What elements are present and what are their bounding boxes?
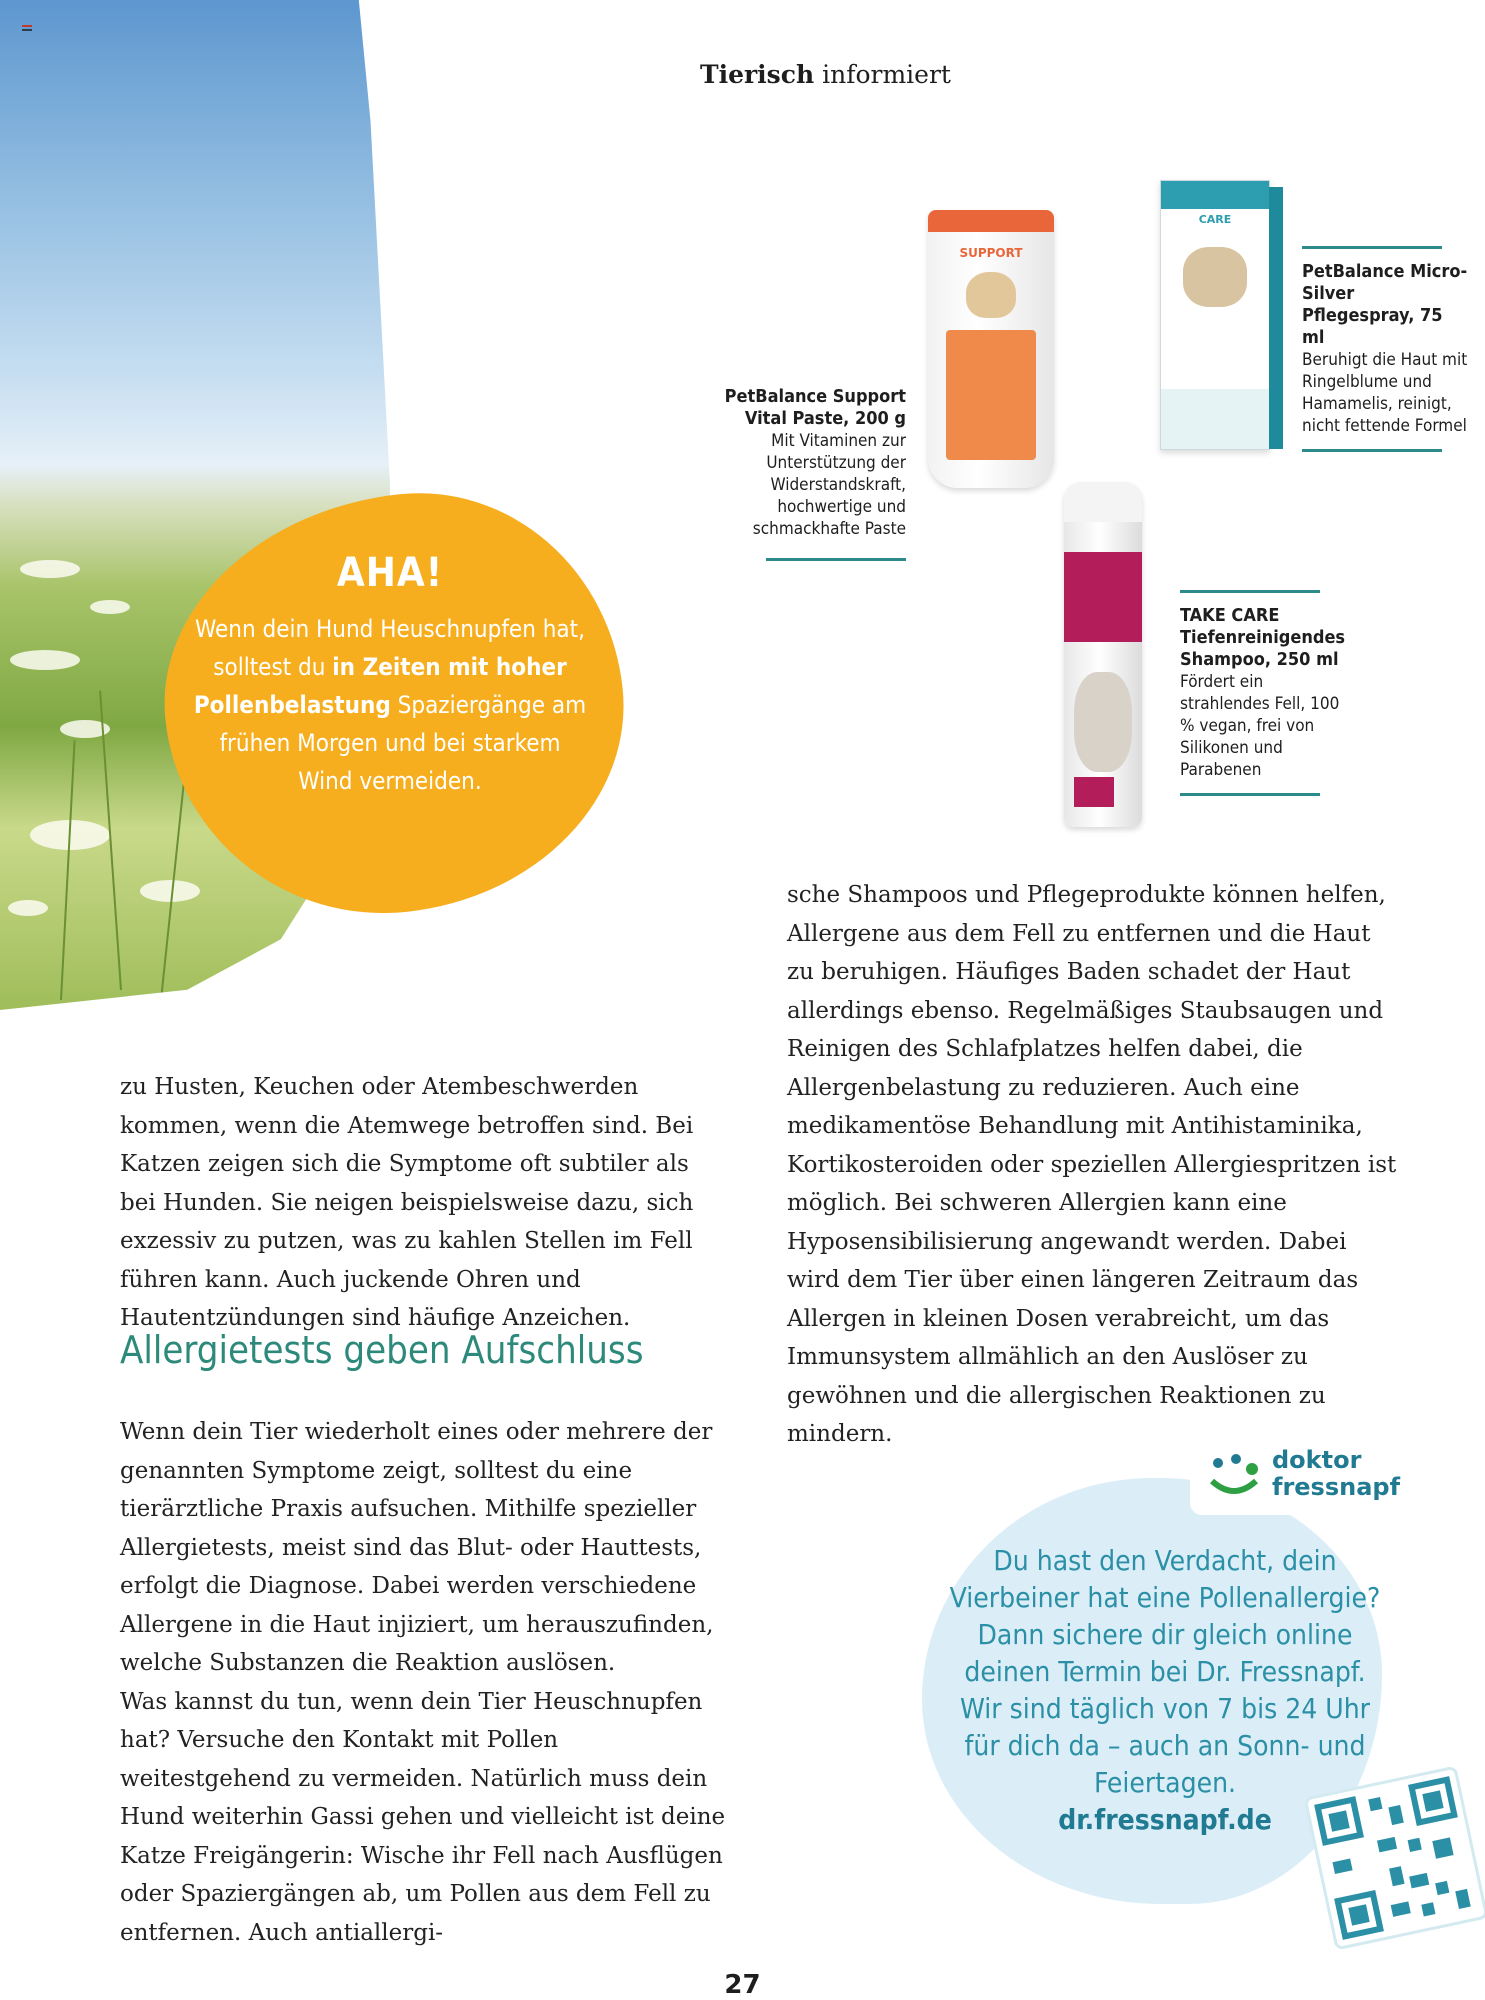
product-description: Mit Vitaminen zur Unterstützung der Widerstandskraft, hochwertige und schmackhafte Paste [752, 431, 906, 539]
aha-text-part2: Spaziergänge am frühen Morgen und bei starkem Wind vermeiden. [219, 691, 587, 795]
fressnapf-logo-icon [1206, 1449, 1262, 1505]
body-paragraph-diagnosis: Wenn dein Tier wiederholt eines oder mehrere der genannten Symptome zeigt, solltest du eine tierärztliche Praxis aufsuchen. Mithilfe spezieller Allergietests, meist sind das Blut- oder Hauttests, erfolgt die Diagnose. Dabei werden verschiedene Allergene in die Haut injiziert, um herauszufinden, welche Substanzen die Reaktion auslösen. [120, 1419, 714, 1676]
aha-text [190, 610, 590, 800]
page-number: 27 [724, 1970, 761, 2000]
section-title-bold: Tierisch [700, 60, 815, 89]
qr-code-icon[interactable] [1303, 1765, 1485, 1950]
box-foot [1161, 389, 1269, 449]
box-label: CARE [1198, 213, 1232, 226]
caption-rule [1180, 793, 1320, 796]
dog-icon [966, 272, 1016, 318]
aha-callout [190, 550, 590, 800]
flower [10, 650, 80, 670]
vital-paste-image [928, 210, 1054, 488]
flower [90, 600, 130, 614]
pets-icon [1183, 247, 1247, 307]
aha-text-bold: in Zeiten mit hoher Pollenbelastung [193, 653, 567, 719]
product-description: Fördert ein strahlendes Fell, 100 % vegan, frei von Silikonen und Parabenen [1180, 672, 1340, 780]
ad-text: Du hast den Verdacht, dein Vierbeiner hat eine Pollenallergie? Dann sichere dir gleich online deinen Termin bei Dr. Fressnapf. Wir sind täglich von 7 bis 24 Uhr für dich da – auch an Sonn- und Feiertagen. [949, 1544, 1381, 1799]
can-band [1064, 552, 1142, 642]
pflegespray-image [1160, 180, 1270, 450]
shampoo-image [1064, 482, 1142, 827]
body-paragraph [120, 1413, 730, 1952]
product-description: Beruhigt die Haut mit Ringelblume und Hamamelis, reinigt, nicht fettende Formel [1302, 350, 1468, 436]
box-top [1161, 181, 1269, 209]
section-heading: Allergietests geben Aufschluss [120, 1328, 644, 1372]
aha-text-part1: Wenn dein Hund Heuschnupfen hat, solltest du [195, 615, 585, 681]
product-caption-shampoo [1180, 590, 1348, 796]
product-name: PetBalance Micro-Silver Pflegespray, 75 ml [1302, 261, 1468, 348]
caption-rule [1302, 449, 1442, 452]
tube-cap [928, 210, 1054, 232]
logo-line1: doktor [1272, 1446, 1362, 1474]
tube-label: SUPPORT [959, 246, 1023, 260]
logo-line2: fressnapf [1272, 1473, 1401, 1501]
logo-text [1272, 1447, 1400, 1501]
aha-title: AHA! [336, 550, 444, 596]
product-caption-vital-paste [700, 386, 906, 561]
dog-icon [1074, 672, 1132, 772]
product-name: TAKE CARE Tiefenreinigendes Shampoo, 250 ml [1180, 605, 1346, 670]
ad-link[interactable]: dr.fressnapf.de [1058, 1803, 1272, 1836]
section-title-rest: informiert [822, 60, 951, 89]
tube-band [946, 330, 1036, 460]
body-paragraph-tips: Was kannst du tun, wenn dein Tier Heuschnupfen hat? Versuche den Kontakt mit Pollen weitestgehend zu vermeiden. Natürlich muss dein Hund weiterhin Gassi gehen und vielleicht ist deine Katze Freigängerin: Wische ihr Fell nach Ausflügen oder Spaziergängen ab, um Pollen aus dem Fell zu entfernen. Auch antiallergi- [120, 1688, 726, 1946]
can-foot [1074, 777, 1114, 807]
section-title [700, 60, 951, 89]
caption-rule [1180, 590, 1320, 593]
caption-rule [766, 558, 906, 561]
product-caption-pflegespray [1302, 246, 1470, 452]
box-side [1269, 187, 1283, 449]
product-name: PetBalance Support Vital Paste, 200 g [724, 386, 906, 429]
caption-rule [1302, 246, 1442, 249]
body-paragraph: zu Husten, Keuchen oder Atembeschwerden kommen, wenn die Atemwege betroffen sind. Bei Katzen zeigen sich die Symptome oft subtiler als bei Hunden. Sie neigen beispielsweise dazu, sich exzessiv zu putzen, was zu kahlen Stellen im Fell führen kann. Auch juckende Ohren und Hautentzündungen sind häufige Anzeichen. [120, 1074, 694, 1331]
menu-icon[interactable] [22, 25, 32, 32]
grass-stem [60, 740, 76, 1000]
doktor-fressnapf-logo[interactable] [1190, 1435, 1410, 1515]
can-top [1064, 482, 1142, 522]
flower [20, 560, 80, 578]
flower [8, 900, 48, 916]
body-paragraph-right: sche Shampoos und Pflegeprodukte können helfen, Allergene aus dem Fell zu entfernen und die Haut zu beruhigen. Häufiges Baden schadet der Haut allerdings ebenso. Regelmäßiges Staubsaugen und Reinigen des Schlafplatzes helfen dabei, die Allergenbelastung zu reduzieren. Auch eine medikamentöse Behandlung mit Antihistaminika, Kortikosteroiden oder speziellen Allergiespritzen ist möglich. Bei schweren Allergien kann eine Hyposensibilisierung angewandt werden. Dabei wird dem Tier über einen längeren Zeitraum das Allergen in kleinen Dosen verabreicht, um das Immunsystem allmählich an den Auslöser zu gewöhnen und die allergischen Reaktionen zu mindern. [787, 882, 1397, 1447]
